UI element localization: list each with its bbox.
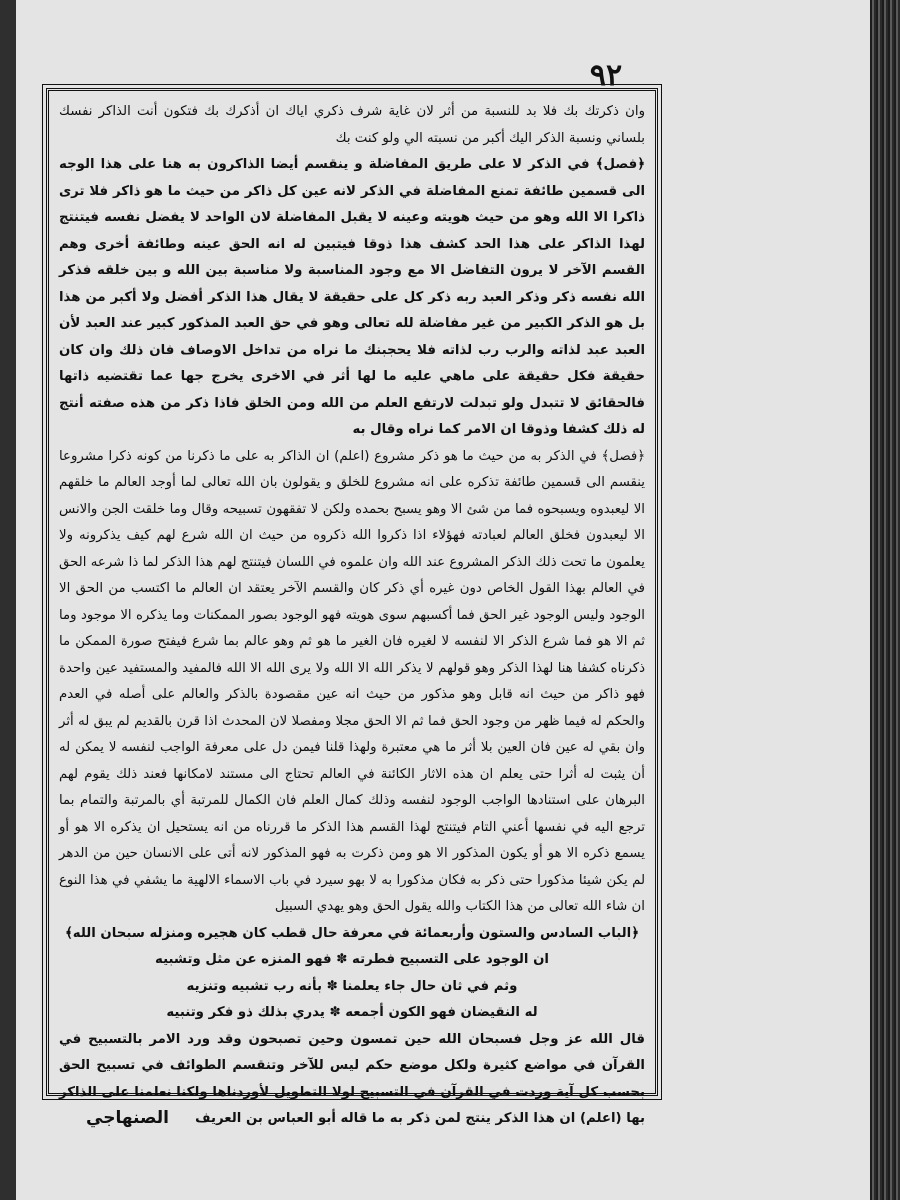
chapter-title: ﴿الباب السادس والستون وأربعمائة في معرفة حال قطب كان هجيره ومنزله سبحان الله﴾ bbox=[64, 925, 640, 941]
book-spine bbox=[0, 0, 16, 1200]
verse-1: ان الوجود على التسبيح فطرته ✽ فهو المنزه عن مثل وتشبيه bbox=[155, 952, 549, 967]
footer-mark: الصنهاجي bbox=[86, 1108, 169, 1128]
paragraph-4: قال الله عز وجل فسبحان الله حين تمسون وحين تصبحون وقد ورد الامر بالتسبيح في القرآن في مواضع كثيرة ولكل موضع حكم ليس للآخر وتنقسم الطوائف في تسبيح الحق بحسب كل آية وردت في القرآن في التسبيح لولا التطويل لأوردناها ولكنا نعلمنا على الذاكر بها (اعلم) ان هذا الذكر ينتج لمن ذكر به ما قاله أبو العباس بن العريف bbox=[59, 1031, 645, 1126]
paragraph-2: ﴿فصل﴾ في الذكر لا على طريق المفاضلة و ينقسم أيضا الذاكرون به هنا على هذا الوجه الى قسمين طائفة تمنع المفاضلة في الذكر لانه عين كل ذاكر من حيث ما هو ذاكر فلا ترى ذاكرا الا الله وهو من حيث هويته وعينه لا يقبل المفاضلة لان الواحد لا يفضل نفسه فيتنتج لهذا الذاكر على هذا الحد كشف هذا ذوقا فيتبين له انه الحق عينه وطائفة أخرى وهم القسم الآخر لا يرون التفاضل الا مع وجود المناسبة ولا مناسبة بين الله و بين خلقه فذكر الله نفسه ذكر وذكر العبد ربه ذكر كل على حقيقة لا يقال هذا الذكر أفضل ولا أكبر من هذا بل هو الذكر الكبير من غير مفاضلة لله تعالى وهو في حق العبد المذكور كبير عند العبد لأن العبد عبد لذاته والرب رب لذاته فلا يحجبنك ما نراه من تداخل الاوصاف فان ذلك وان كان حقيقة فكل حقيقة على ماهي عليه ما لها أثر في الاخرى يخرج جها عما تقتضيه ذاتها فالحقائق لا تتبدل ولو تبدلت لارتفع العلم من الله ومن الخلق فاذا ذكر من هذه صفته أنتج له ذلك كشفا وذوقا ان الامر كما نراه وقال به bbox=[59, 157, 645, 437]
book-page bbox=[16, 0, 870, 1200]
paragraph-3: ﴿فصل﴾ في الذكر به من حيث ما هو ذكر مشروع (اعلم) ان الذاكر به على ما ذكرنا من كونه ذكرا مشروعا ينقسم الى قسمين طائفة تذكره على انه مشروع للخلق و يقولون بان الله تعالى لما أوجد العالم ما خلقهم الا ليعبدوه ويسبحوه فما من شئ الا وهو يسبح بحمده ولكن لا تفقهون تسبيحه وقال وما خلقت الجن والانس الا ليعبدون فخلق العالم لعبادته فهؤلاء اذا ذكروا الله ذكروه من حيث ان الله شرع لهم كيف يذكرونه ولا يعلمون ما تحت ذلك الذكر المشروع عند الله وان علموه في اللسان فيتنتج لهم هذا الذكر لما ذا شرعه الحق في العالم بهذا القول الخاص دون غيره أي ذكر كان والقسم الآخر يعتقد ان العالم ما اكتسب من الحق الا الوجود وليس الوجود غير الحق فما أكسبهم سوى هويته فهو الوجود بصور الممكنات وما يذكره الا موجود وما ثم الا هو فما شرع الذكر الا لنفسه لا لغيره فان الغير ما هو ثم وهو عالم بما شرع فيفتح صورة الممكن ما ذكرناه كشفا هنا لهذا الذكر وهو قولهم لا يذكر الله الا الله ولا يرى الله الا الله فالمفيد والمستفيد عين واحدة فهو ذاكر من حيث انه قابل وهو مذكور من حيث انه عين مقصودة بالذكر والعالم على أصله في العدم والحكم له فيما ظهر من وجود الحق فما ثم الا الحق مجلا ومفصلا لان المحدث اذا قرن بالقديم لم يبق له أثر وان بقي له عين فان العين بلا أثر ما هي معتبرة ولهذا قلنا فيمن دل على معرفة الواجب لنفسه لا يمكن له أن يثبت له أثرا حتى يعلم ان هذه الاثار الكائنة في العالم تحتاج الى مستند لامكانها فعند ذلك يقوم لهم البرهان على استنادها الواجب الوجود لنفسه وذلك كمال العلم فان الكمال للمرتبة أي بالمرتبة والتمام بما ترجع اليه في نفسها أعني التام فيتنتج لهذا القسم هذا الذكر ما قررناه من انه يستحيل ان يذكره الا هو أو يسمع ذكره الا هو أو يكون المذكور الا هو ومن ذكرت به فهو المذكور لانه أتى على الانسان حين من الدهر لم يكن شيئا مذكورا حتى ذكر به فكان مذكورا به لا بهو سيرد في باب الاسماء الالهية ما يشفي في هذا النوع ان شاء الله تعالى من هذا الكتاب والله يقول الحق وهو يهدي السبيل bbox=[59, 448, 645, 914]
verse-3: له النقيضان فهو الكون أجمعه ✽ يدري بذلك ذو فكر وتنبيه bbox=[166, 1005, 538, 1020]
verse-2: وثم في ثان حال جاء يعلمنا ✽ بأنه رب تشبيه وتنزيه bbox=[186, 978, 518, 994]
page-edges bbox=[870, 0, 900, 1200]
paragraph-1: وان ذكرتك بك فلا بد للنسبة من أثر لان غاية شرف ذكري اياك ان أذكرك بك فتكون أنت الذاكر نفسك بلساني ونسبة الذكر اليك أكبر من نسبته الي ولو كنت بك bbox=[59, 104, 645, 146]
page-number: ٩٢ bbox=[589, 58, 623, 93]
